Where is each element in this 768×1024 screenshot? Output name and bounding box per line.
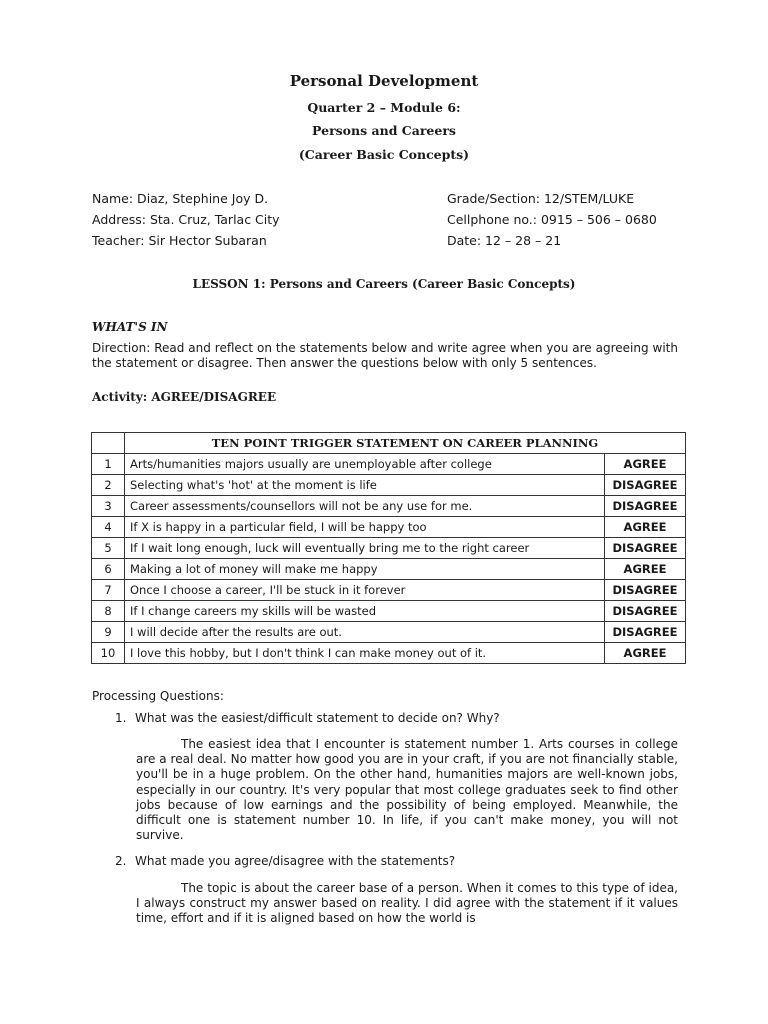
table-row xyxy=(92,475,686,496)
direction-text: Direction: Read and reflect on the statements below and write agree when you are agreeing with the statement or disagree. Then answer the questions below with only 5 sentences. xyxy=(92,341,678,370)
row-number: 1 xyxy=(92,454,125,475)
row-answer: DISAGREE xyxy=(605,622,686,643)
row-number: 9 xyxy=(92,622,125,643)
row-statement: Making a lot of money will make me happy xyxy=(125,559,605,580)
row-statement: I will decide after the results are out. xyxy=(125,622,605,643)
question-2 xyxy=(115,854,455,868)
question-2-number: 2. xyxy=(115,854,127,868)
module-heading: Quarter 2 – Module 6: xyxy=(307,100,461,115)
table-row xyxy=(92,622,686,643)
row-statement: Selecting what's 'hot' at the moment is life xyxy=(125,475,605,496)
row-answer: DISAGREE xyxy=(605,538,686,559)
topic-heading: Persons and Careers xyxy=(312,123,456,138)
table-row xyxy=(92,517,686,538)
row-number: 6 xyxy=(92,559,125,580)
table-row xyxy=(92,643,686,664)
question-1 xyxy=(115,711,500,725)
row-answer: AGREE xyxy=(605,454,686,475)
row-statement: Career assessments/counsellors will not be any use for me. xyxy=(125,496,605,517)
row-answer: DISAGREE xyxy=(605,580,686,601)
student-date: Date: 12 – 28 – 21 xyxy=(447,233,562,248)
answer-1: The easiest idea that I encounter is statement number 1. Arts courses in college are a real deal. No matter how good you are in your craft, if you are not financially stable, you'll be in a huge problem. On the other hand, humanities majors are well-known jobs, especially in our country. It's very popular that most college graduates seek to find other jobs because of low earnings and the possibility of being employed. Meanwhile, the difficult one is statement number 10. In life, if you can't make money, you will not survive. xyxy=(136,737,678,843)
row-number: 4 xyxy=(92,517,125,538)
table-row xyxy=(92,580,686,601)
table-header-row xyxy=(92,433,686,454)
row-answer: DISAGREE xyxy=(605,475,686,496)
student-grade: Grade/Section: 12/STEM/LUKE xyxy=(447,191,635,206)
row-statement: If I wait long enough, luck will eventually bring me to the right career xyxy=(125,538,605,559)
student-phone: Cellphone no.: 0915 – 506 – 0680 xyxy=(447,212,657,227)
row-number: 3 xyxy=(92,496,125,517)
answer-2: The topic is about the career base of a person. When it comes to this type of idea, I always construct my answer based on reality. I did agree with the statement if it values time, effort and if it is aligned based on how the world is xyxy=(136,881,678,926)
row-number: 8 xyxy=(92,601,125,622)
row-answer: DISAGREE xyxy=(605,496,686,517)
table-row xyxy=(92,454,686,475)
student-teacher: Teacher: Sir Hector Subaran xyxy=(92,233,267,248)
whats-in-heading: WHAT'S IN xyxy=(92,320,168,334)
student-address: Address: Sta. Cruz, Tarlac City xyxy=(92,212,280,227)
processing-questions-heading: Processing Questions: xyxy=(92,689,224,703)
concept-heading: (Career Basic Concepts) xyxy=(298,147,470,162)
student-name: Name: Diaz, Stephine Joy D. xyxy=(92,191,269,206)
row-statement: If X is happy in a particular field, I will be happy too xyxy=(125,517,605,538)
row-number: 2 xyxy=(92,475,125,496)
row-statement: Arts/humanities majors usually are unemployable after college xyxy=(125,454,605,475)
row-answer: DISAGREE xyxy=(605,601,686,622)
question-2-text: What made you agree/disagree with the statements? xyxy=(135,854,456,868)
table-header-blank xyxy=(92,433,125,454)
row-statement: If I change careers my skills will be wasted xyxy=(125,601,605,622)
row-number: 7 xyxy=(92,580,125,601)
question-1-number: 1. xyxy=(115,711,127,725)
row-statement: Once I choose a career, I'll be stuck in it forever xyxy=(125,580,605,601)
row-answer: AGREE xyxy=(605,559,686,580)
row-statement: I love this hobby, but I don't think I can make money out of it. xyxy=(125,643,605,664)
table-header: TEN POINT TRIGGER STATEMENT ON CAREER PLANNING xyxy=(125,433,686,454)
table-row xyxy=(92,601,686,622)
statement-table xyxy=(91,432,686,664)
table-row xyxy=(92,538,686,559)
row-answer: AGREE xyxy=(605,517,686,538)
row-answer: AGREE xyxy=(605,643,686,664)
table-row xyxy=(92,496,686,517)
row-number: 10 xyxy=(92,643,125,664)
question-1-text: What was the easiest/difficult statement to decide on? Why? xyxy=(135,711,500,725)
row-number: 5 xyxy=(92,538,125,559)
activity-heading: Activity: AGREE/DISAGREE xyxy=(92,390,277,404)
table-row xyxy=(92,559,686,580)
lesson-heading: LESSON 1: Persons and Careers (Career Basic Concepts) xyxy=(192,277,576,291)
document-title: Personal Development xyxy=(289,72,479,90)
